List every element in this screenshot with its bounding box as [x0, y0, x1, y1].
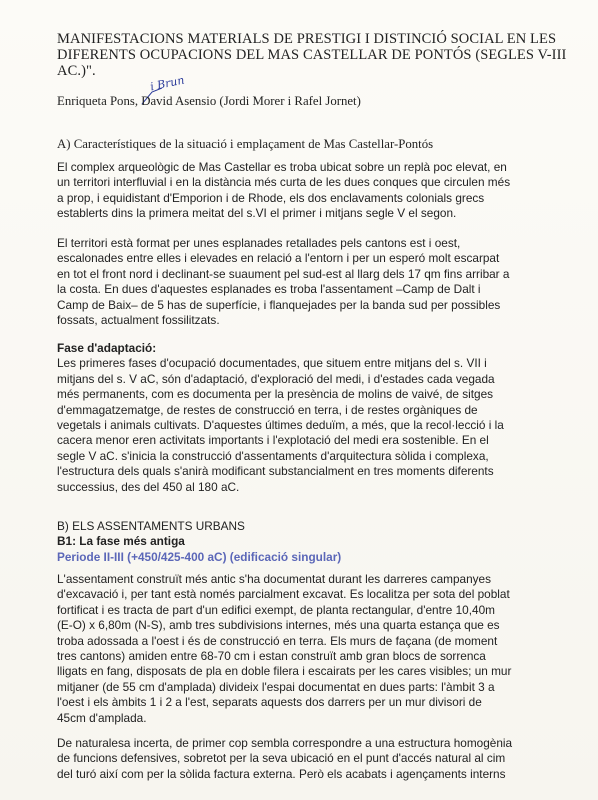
paragraph-nature	[57, 736, 535, 782]
text-line: d'excavació i, per tant està només parcialment excavat. Es localitza per sota del poblat	[57, 587, 510, 602]
text-line: escalonades entre elles i elevades en relació a l'entorn i per un esperó molt escarpat	[57, 251, 500, 266]
title-line: DIFERENTS OCUPACIONS DEL MAS CASTELLAR DE PONTÓS (SEGLES V-III	[57, 47, 567, 63]
text-line: troba adossada a l'oest i és de construcció en terra. Els murs de façana (de moment	[57, 633, 498, 648]
text-line: tres cantons) amiden entre 68-70 cm i estan construït amb gran blocs de sorrenca	[57, 649, 486, 664]
text-line: L'assentament construït més antic s'ha documentat durant les darreres campanyes	[57, 572, 492, 586]
text-line: a prop, i equidistant d'Emporion i de Rhode, els dos enclavaments colonials grecs	[57, 190, 485, 205]
text-line: successius, des del 450 al 180 aC.	[57, 479, 240, 494]
text-line: l'oest i els àmbits 1 i 2 a l'est, separats aquests dos darrers per un mur divisori de	[57, 695, 482, 710]
paragraph-territory	[57, 236, 535, 328]
title-line: MANIFESTACIONS MATERIALS DE PRESTIGI I DISTINCIÓ SOCIAL EN LES	[57, 31, 557, 47]
section-a-heading: A) Característiques de la situació i emplaçament de Mas Castellar-Pontós	[57, 137, 434, 151]
text-line: lligats en fang, disposats de pla en doble filera i escairats per les cares visibles; un mur	[57, 664, 512, 679]
text-line: d'emmagatzematge, de restes de construcció en terra, i de restes orgàniques de	[57, 402, 478, 417]
text-line: Camp de Baix– de 5 has de superfície, i flanquejades per la banda sud per possibles	[57, 297, 501, 312]
fase-heading: Fase d'adaptació:	[57, 341, 157, 355]
text-line: en tot el front nord i declinant-se suaument pel sud-est al llarg dels 17 qm fins arribar a	[57, 266, 510, 281]
paragraph-adaptation	[57, 341, 535, 495]
text-line: (E-O) x 6,80m (N-S), amb tres subdivisions internes, més una quarta estança que es	[57, 618, 500, 633]
text-line: un territori interfluvial i en la distància més curta de les dues conques que circulen més	[57, 175, 511, 190]
text-line: fossats, actualment fossilitzats.	[57, 313, 220, 328]
text-line: cacera menor eren activitats importants i l'explotació del medi era sostenible. En el	[57, 433, 489, 448]
text-line: 45cm d'amplada.	[57, 710, 147, 725]
periode-heading: Periode II-III (+450/425-400 aC) (edificació singular)	[57, 549, 342, 564]
b1-heading: B1: La fase més antiga	[57, 534, 185, 549]
text-line: de funcions defensives, sobretot per la seva ubicació en el punt d'accés natural al cim	[57, 751, 506, 766]
text-line: mitjaner (de 55 cm d'amplada) divideix l'espai documentat en dues parts: l'àmbit 3 a	[57, 679, 495, 694]
text-line: De naturalesa incerta, de primer cop sembla correspondre a una estructura homogènia	[57, 736, 513, 750]
text-line: fortificat i es tracta de part d'un edifici exempt, de planta rectangular, d'entre 10,40m	[57, 602, 495, 617]
text-line: vegetals i animals cultivats. D'aquestes últimes deduïm, a més, que la recol·lecció i la	[57, 418, 504, 433]
text-line: l'estructura dels quals s'anirà modificant substancialment en tres moments diferents	[57, 464, 494, 479]
text-line: del turó així com per la sòlida factura externa. Però els acabats i agençaments interns	[57, 766, 506, 781]
section-b-header	[57, 519, 535, 565]
text-line: El complex arqueològic de Mas Castellar es troba ubicat sobre un replà poc elevat, en	[57, 160, 507, 174]
text-line: El territori està format per unes esplanades retallades pels cantons est i oest,	[57, 236, 461, 250]
text-line: establerts dins la primera meitat del s.VI el primer i mitjans segle V el segon.	[57, 206, 457, 221]
text-line: la costa. En dues d'aquestes esplanades es troba l'assentament –Camp de Dalt i	[57, 282, 481, 297]
title-line: AC.)".	[57, 63, 96, 79]
paragraph-first-settlement	[57, 572, 535, 726]
text-line: més permanents, com es documenta per la presència de molins de vaivé, de sitges	[57, 387, 494, 402]
section-b-heading: B) ELS ASSENTAMENTS URBANS	[57, 519, 245, 533]
text-line: segle V aC. s'inicia la construcció d'assentaments d'arquitectura sòlida i complexa,	[57, 448, 489, 463]
document-title	[57, 31, 567, 79]
text-line: Les primeres fases d'ocupació documentades, que situem entre mitjans del s. VII i	[57, 356, 487, 371]
paragraph-situation	[57, 160, 535, 222]
text-line: mitjans del s. V aC, són d'adaptació, d'exploració del medi, i d'estades cada vegada	[57, 371, 495, 386]
handwritten-annotation: i Brun	[149, 73, 186, 94]
authors-line: Enriqueta Pons, David Asensio (Jordi Morer i Rafel Jornet)	[57, 94, 361, 108]
